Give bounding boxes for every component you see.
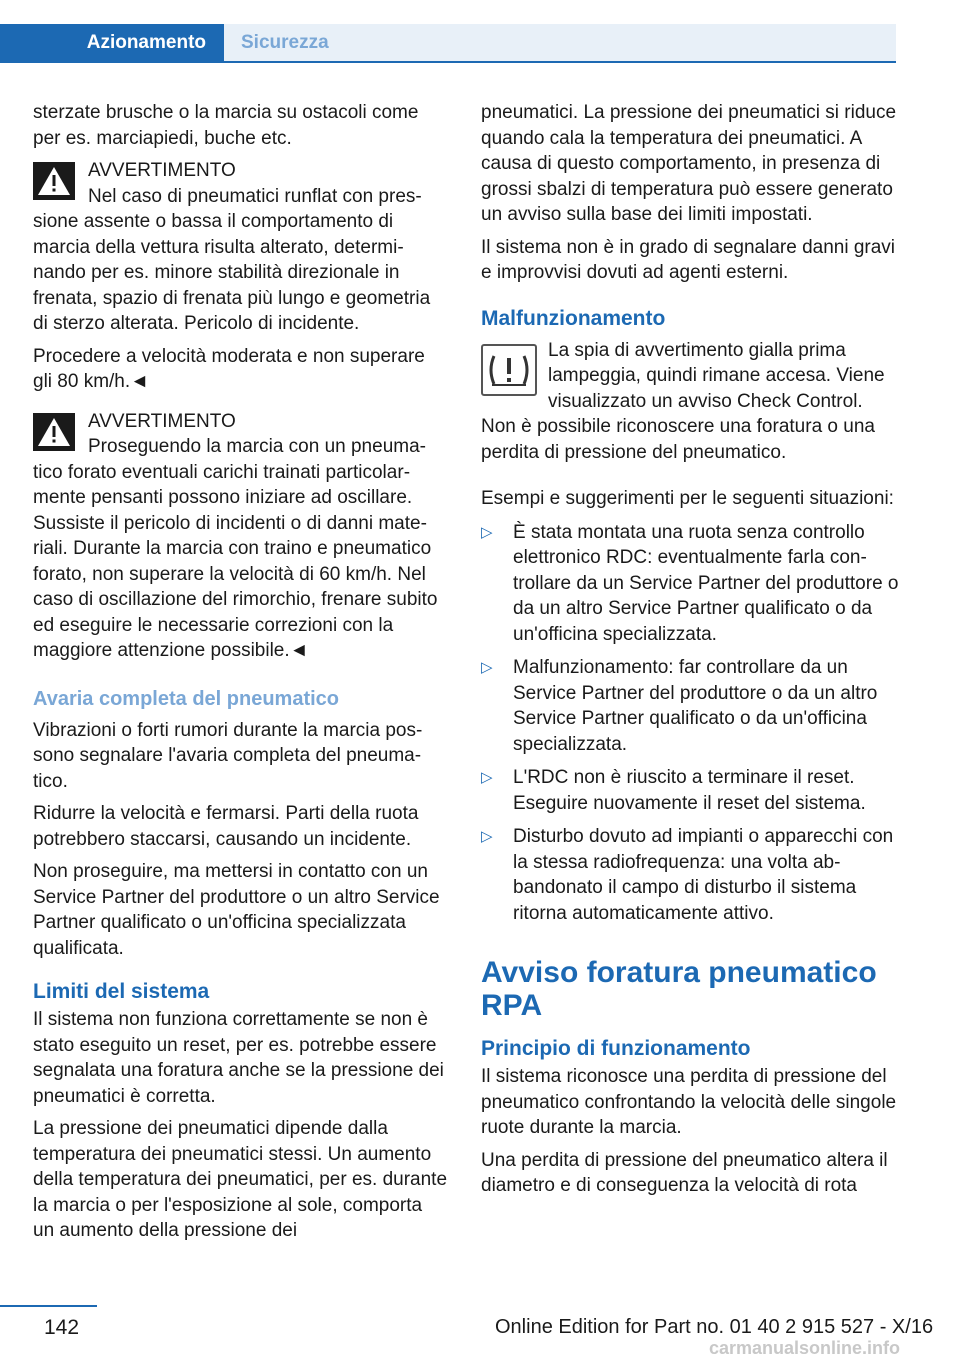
warning-2-title: AVVERTIMENTO [88,410,236,432]
list-item: ▷ È stata montata una ruota senza controllo elettronico RDC: eventualmente farla controllare da un Service Partner del produttore o da un altro Service Partner qualificato o da un'officina specializzata. [481,521,899,645]
triangle-bullet-icon: ▷ [481,769,493,786]
heading-avaria: Avaria completa del pneumatico [33,687,340,710]
limiti-paragraph-1: Il sistema non funziona correttamente se non è stato eseguito un reset, per es. potrebbe essere segnalata una foratura anche se la pressione dei pneumatici è corretta. [33,1009,444,1107]
warning-2-text: Proseguendo la marcia con un pneumatico forato eventuali carichi trainati particolarmente pensanti possono iniziare ad oscillare. Sussiste il pericolo di incidenti o di danni materiali. Durante la marcia con traino e pneumatico forato, non superare la velocità di 60 km/h. Nel caso di oscillazione del rimorchio, frenare subito ed eseguire le necessarie correzioni con la maggiore attenzione possibile.◄ [33,436,438,661]
triangle-bullet-icon: ▷ [481,659,493,676]
malfunction-paragraph-2: Esempi e suggerimenti per le seguenti situazioni: [481,488,894,509]
tab-azionamento[interactable]: Azionamento [0,24,224,62]
list-item: ▷ Malfunzionamento: far controllare da un Service Partner del produttore o da un altro Service Partner qualificato o da un'officina specializzata. [481,657,878,755]
triangle-bullet-icon: ▷ [481,523,493,541]
warning-block-1 [33,158,448,337]
left-column [33,100,448,1251]
malfunction-block [481,338,899,473]
malfunction-paragraph-1: La spia di avvertimento gialla prima lampeggia, quindi rimane accesa. Viene visualizzato un avviso Check Control. Non è possibile riconoscere una foratura o una perdita di pressione del pneumatico. [481,339,885,463]
warning-1-note: Procedere a velocità moderata e non superare gli 80 km/h.◄ [33,345,425,392]
list-item: ▷ L'RDC non è riuscito a terminare il reset. Eseguire nuovamente il reset del sistema. [481,767,866,814]
warning-triangle-icon [33,162,75,200]
avaria-paragraph-3: Non proseguire, ma mettersi in contatto con un Service Partner del produttore o un altro Service Partner qualificato o un'officina specializzata qualificata. [33,861,440,959]
page-number: 142 [44,1316,80,1339]
warning-triangle-icon [33,413,75,451]
header-divider [0,61,896,63]
tire-pressure-warning-lamp-icon [481,344,537,396]
principio-paragraph-1: Il sistema riconosce una perdita di pressione del pneumatico confrontando la velocità delle singole ruote durante la marcia. [481,1066,897,1138]
warning-block-2 [33,409,448,664]
heading-malfunzionamento: Malfunzionamento [481,306,666,330]
edition-label: Online Edition for Part no. 01 40 2 915 527 - X/16 [495,1316,934,1338]
intro-paragraph: sterzate brusche o la marcia su ostacoli come per es. marciapiedi, buche etc. [33,102,419,149]
principio-paragraph-2: Una perdita di pressione del pneumatico altera il diametro e di conseguenza la velocità di rota [481,1149,888,1196]
warning-1-text: Nel caso di pneumatici runflat con pressione assente o bassa il comportamento di marcia della vettura risulta alterato, determinando per es. minore stabilità direzionale in frenata, spazio di frenata più lungo e geometria di sterzo alterata. Pericolo di incidente. [33,185,431,334]
triangle-bullet-icon: ▷ [481,828,493,845]
avaria-paragraph-2: Ridurre la velocità e fermarsi. Parti della ruota potrebbero staccarsi, causando un incidente. [33,803,419,850]
continued-paragraph-2: Il sistema non è in grado di segnalare danni gravi e improvvisi dovuti ad agenti esterni. [481,236,896,283]
heading-principio: Principio di funzionamento [481,1037,751,1060]
right-column [481,100,899,1206]
avaria-paragraph-1: Vibrazioni o forti rumori durante la marcia possono segnalare l'avaria completa del pneumatico. [33,719,423,792]
watermark: carmanualsonline.info [709,1338,901,1358]
footer-divider [0,1305,97,1307]
warning-1-title: AVVERTIMENTO [88,160,236,181]
malfunction-list [481,520,899,927]
limiti-paragraph-2: La pressione dei pneumatici dipende dalla temperatura dei pneumatici stessi. Un aumento della temperatura dei pneumatici, per es. durante la marcia o per l'esposizione al sole, comporta un aumento della pressione dei [33,1118,448,1241]
tab-sicurezza[interactable]: Sicurezza [224,24,896,62]
heading-limiti: Limiti del sistema [33,980,210,1003]
list-item: ▷ Disturbo dovuto ad impianti o apparecchi con la stessa radiofrequenza: una volta abbandonato il campo di disturbo il sistema ritorna automaticamente attivo. [481,826,894,924]
page-header [0,0,960,64]
heading-rpa: Avviso foratura pneumatico RPA [481,956,877,1022]
continued-paragraph-1: pneumatici. La pressione dei pneumatici si riduce quando cala la temperatura dei pneumatici. A causa di questo comportamento, in presenza di grossi sbalzi di temperatura può essere generato un avviso sulla base dei limiti impostati. [481,102,897,225]
